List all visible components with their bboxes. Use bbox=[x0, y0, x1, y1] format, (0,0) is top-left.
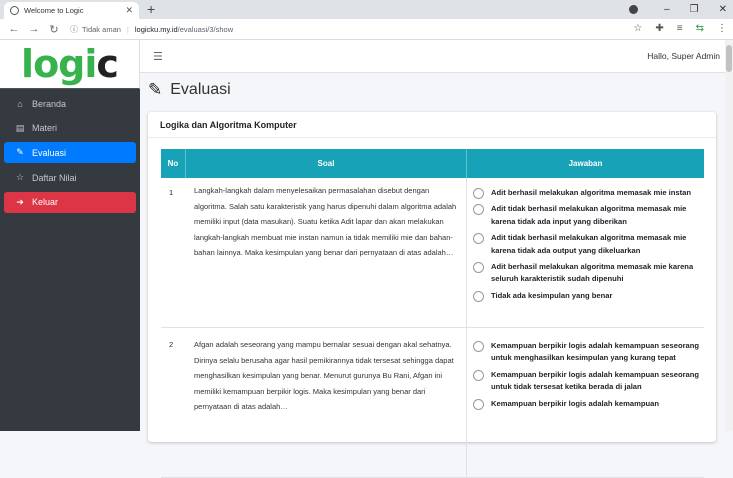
user-greeting[interactable]: Hallo, Super Admin bbox=[647, 51, 720, 61]
url-separator: | bbox=[126, 24, 129, 34]
table-header bbox=[161, 149, 704, 178]
option-label: Kemampuan berpikir logis adalah kemampuan seseorang untuk menghasilkan kesimpulan yang kurang tepat bbox=[491, 341, 700, 363]
radio-button[interactable] bbox=[473, 204, 484, 215]
radio-button[interactable] bbox=[473, 233, 484, 244]
bookmark-star-icon[interactable]: ☆ bbox=[633, 23, 643, 34]
card-title: Logika dan Algoritma Komputer bbox=[148, 112, 716, 138]
address-bar bbox=[0, 19, 733, 40]
content-header bbox=[148, 80, 231, 100]
home-icon: ⌂ bbox=[17, 98, 23, 109]
column-header-soal: Soal bbox=[186, 149, 467, 178]
option-label: Adit berhasil melakukan algoritma memasak mie karena seluruh karakteristik sudah dipenuhi bbox=[491, 262, 694, 284]
column-header-jawaban: Jawaban bbox=[568, 159, 603, 168]
sidebar-menu bbox=[0, 89, 140, 220]
sidebar-item-label: Materi bbox=[32, 123, 58, 134]
forward-icon[interactable]: → bbox=[28, 23, 40, 35]
option-label: Adit tidak berhasil melakukan algoritma memasak mie karena tidak ada output yang dikeluarkan bbox=[491, 233, 687, 255]
answer-option[interactable] bbox=[473, 203, 700, 228]
window-controls bbox=[629, 0, 727, 19]
page-scrollbar[interactable] bbox=[725, 40, 733, 431]
answer-option[interactable] bbox=[473, 290, 700, 302]
option-label: Tidak ada kesimpulan yang benar bbox=[491, 290, 613, 300]
edit-icon: ✎ bbox=[148, 80, 163, 99]
column-header-no: No bbox=[161, 149, 186, 178]
new-tab-icon[interactable]: + bbox=[147, 1, 156, 17]
answer-option[interactable] bbox=[473, 261, 700, 286]
radio-button[interactable] bbox=[473, 188, 484, 199]
sidebar-item-label: Keluar bbox=[32, 197, 59, 208]
radio-button[interactable] bbox=[473, 370, 484, 381]
table-row bbox=[161, 178, 704, 328]
page-title: Evaluasi bbox=[170, 81, 231, 98]
answer-option[interactable] bbox=[473, 369, 700, 394]
radio-button[interactable] bbox=[473, 399, 484, 410]
question-text: Afgan adalah seseorang yang mampu bernalar sesuai dengan akal sehatnya. Dirinya selalu berusaha agar hasil pemikirannya tidak tersesat sehingga dapat menghasilkan kesimpulan yang benar. Menurut gurunya Bu Rani, Afgan ini memiliki kemampuan berpikir logis. Maka kesimpulan yang benar dari pernyataan di atas adalah… bbox=[186, 328, 467, 477]
browser-toolbar-icons bbox=[633, 23, 727, 34]
answer-option[interactable] bbox=[473, 340, 700, 365]
url-field[interactable] bbox=[70, 24, 233, 35]
star-icon: ☆ bbox=[15, 172, 25, 183]
question-table bbox=[161, 149, 704, 478]
option-label: Kemampuan berpikir logis adalah kemampuan seseorang untuk tidak tersesat ketika berada di jalan bbox=[491, 369, 700, 392]
book-icon: ▤ bbox=[15, 122, 25, 133]
reading-list-icon[interactable]: ≡ bbox=[676, 23, 683, 34]
option-label: Adit tidak berhasil melakukan algoritma memasak mie karena tidak ada input yang diberikan bbox=[491, 204, 687, 226]
reload-icon[interactable]: ↻ bbox=[49, 23, 59, 36]
sidebar-item-evaluasi[interactable] bbox=[4, 142, 136, 163]
sidebar-item-label: Beranda bbox=[32, 98, 67, 109]
extension-icon[interactable]: ⇆ bbox=[695, 23, 704, 34]
sidebar-item-label: Daftar Nilai bbox=[32, 172, 77, 183]
menu-dots-icon[interactable]: ⋮ bbox=[717, 23, 727, 34]
sidebar-item-keluar[interactable] bbox=[4, 192, 136, 213]
option-label: Adit berhasil melakukan algoritma memasak mie instan bbox=[491, 188, 692, 197]
brand-logo[interactable] bbox=[0, 40, 140, 89]
minimize-icon[interactable]: – bbox=[664, 4, 670, 15]
extensions-icon[interactable]: ✚ bbox=[655, 23, 664, 34]
option-label: Kemampuan berpikir logis adalah kemampuan bbox=[491, 398, 659, 408]
question-number: 1 bbox=[169, 188, 174, 197]
question-text: Langkah-langkah dalam menyelesaikan permasalahan disebut dengan algoritma. Salah satu karakteristik yang harus dipenuhi dalam algoritma adalah memiliki input (data masukan). Suatu ketika Adit lapar dan akan melakukan langkah-langkah membuat mie instan namun ia tidak memiliki mie dan bahan-bahan lainnya. Maka kesimpulan yang benar dari pernyataan di atas adalah… bbox=[186, 178, 467, 327]
record-icon[interactable] bbox=[629, 5, 638, 14]
evaluation-card bbox=[148, 112, 716, 442]
globe-icon bbox=[10, 6, 19, 15]
answer-option[interactable] bbox=[473, 187, 700, 199]
maximize-icon[interactable]: ❐ bbox=[689, 4, 699, 15]
sidebar-item-beranda[interactable] bbox=[4, 93, 136, 114]
browser-tab[interactable] bbox=[4, 2, 139, 19]
radio-button[interactable] bbox=[473, 341, 484, 352]
hamburger-menu-icon[interactable]: ☰ bbox=[153, 50, 163, 63]
sidebar-item-label: Evaluasi bbox=[32, 147, 67, 158]
question-number: 2 bbox=[169, 340, 174, 349]
logo: logic bbox=[21, 42, 118, 86]
answer-options bbox=[467, 328, 704, 477]
edit-icon: ✎ bbox=[16, 147, 24, 158]
url-host: logicku.my.id bbox=[134, 24, 178, 34]
tab-title: Welcome to Logic bbox=[24, 6, 84, 15]
sidebar-item-materi[interactable] bbox=[4, 118, 136, 139]
close-window-icon[interactable]: ✕ bbox=[718, 4, 727, 15]
back-icon[interactable]: ← bbox=[8, 23, 20, 35]
radio-button[interactable] bbox=[473, 262, 484, 273]
answer-option[interactable] bbox=[473, 398, 700, 410]
table-row bbox=[161, 328, 704, 478]
url-path: /evaluasi/3/show bbox=[177, 24, 234, 34]
sidebar bbox=[0, 40, 140, 431]
sidebar-item-daftar-nilai[interactable] bbox=[4, 167, 136, 188]
answer-option[interactable] bbox=[473, 232, 700, 257]
sign-out-icon: ➜ bbox=[16, 196, 24, 207]
security-label: Tidak aman bbox=[82, 24, 121, 34]
warning-icon[interactable]: ⓘ bbox=[70, 24, 78, 34]
close-tab-icon[interactable]: ✕ bbox=[125, 5, 133, 15]
browser-tab-bar bbox=[0, 0, 733, 19]
radio-button[interactable] bbox=[473, 291, 484, 302]
top-navbar bbox=[140, 40, 725, 73]
answer-options bbox=[467, 178, 704, 327]
scrollbar-thumb[interactable] bbox=[726, 45, 732, 72]
